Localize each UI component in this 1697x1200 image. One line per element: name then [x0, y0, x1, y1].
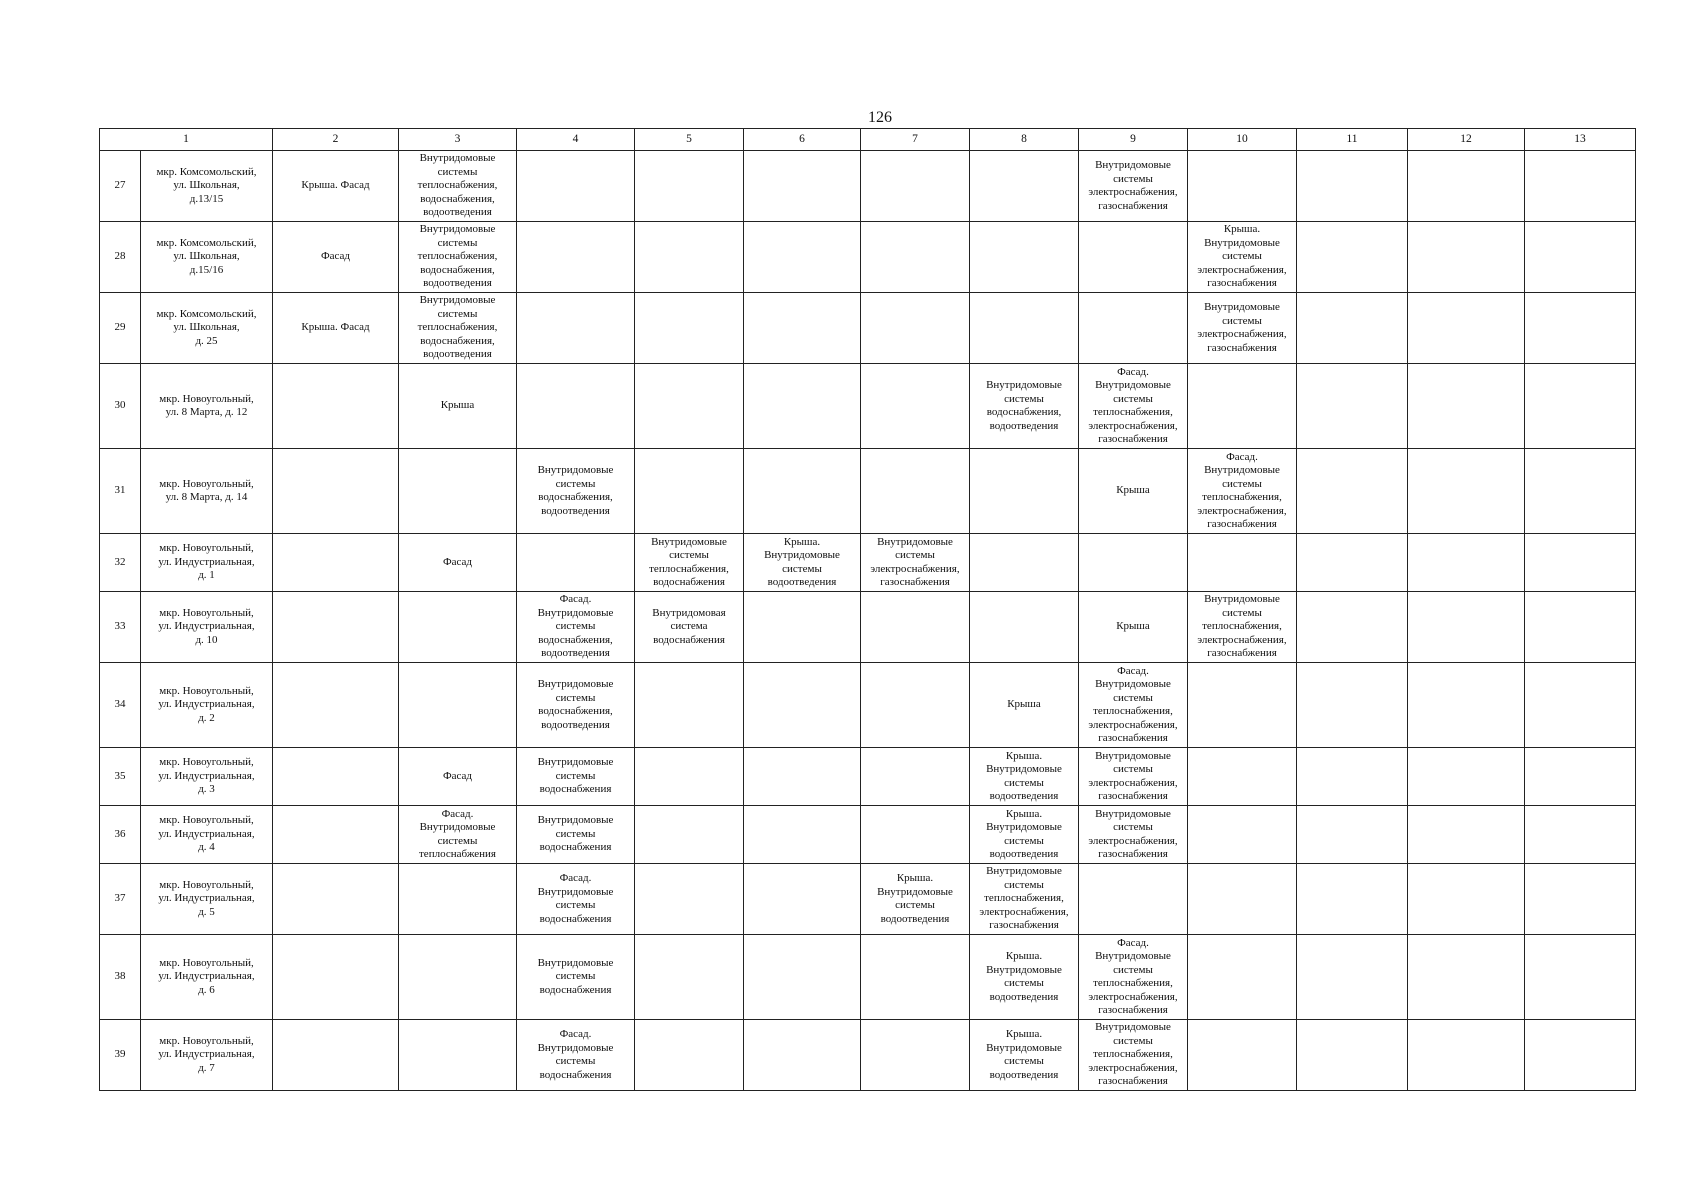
address-cell: мкр. Новоугольный, ул. Индустриальная, д. 7	[141, 1020, 273, 1091]
col4-cell: Внутридомовые системы водоснабжения	[517, 748, 635, 806]
col7-cell	[861, 1020, 970, 1091]
col6-cell	[744, 364, 861, 449]
col4-cell: Фасад. Внутридомовые системы водоснабжения	[517, 864, 635, 935]
col8-cell: Крыша. Внутридомовые системы водоотведения	[970, 806, 1079, 864]
col5-cell	[635, 449, 744, 534]
col6-cell	[744, 864, 861, 935]
col11-cell	[1297, 748, 1408, 806]
col6-cell	[744, 935, 861, 1020]
header-cell: 13	[1525, 129, 1636, 151]
col4-cell	[517, 151, 635, 222]
address-cell: мкр. Комсомольский, ул. Школьная, д. 25	[141, 293, 273, 364]
col5-cell	[635, 864, 744, 935]
col3-cell: Фасад	[399, 748, 517, 806]
col12-cell	[1408, 806, 1525, 864]
col13-cell	[1525, 806, 1636, 864]
row-number-cell: 34	[100, 663, 141, 748]
col2-cell: Крыша. Фасад	[273, 293, 399, 364]
col12-cell	[1408, 151, 1525, 222]
table-row	[100, 222, 1636, 293]
col6-cell	[744, 151, 861, 222]
col4-cell	[517, 293, 635, 364]
col9-cell: Крыша	[1079, 449, 1188, 534]
col13-cell	[1525, 222, 1636, 293]
col12-cell	[1408, 449, 1525, 534]
header-cell: 2	[273, 129, 399, 151]
col2-cell	[273, 663, 399, 748]
header-cell: 5	[635, 129, 744, 151]
col7-cell	[861, 592, 970, 663]
col11-cell	[1297, 293, 1408, 364]
col8-cell: Крыша. Внутридомовые системы водоотведения	[970, 1020, 1079, 1091]
col9-cell	[1079, 293, 1188, 364]
header-cell: 1	[100, 129, 273, 151]
col10-cell	[1188, 663, 1297, 748]
row-number-cell: 29	[100, 293, 141, 364]
col8-cell	[970, 151, 1079, 222]
col6-cell	[744, 806, 861, 864]
col11-cell	[1297, 864, 1408, 935]
col9-cell	[1079, 864, 1188, 935]
col9-cell: Крыша	[1079, 592, 1188, 663]
col12-cell	[1408, 592, 1525, 663]
col11-cell	[1297, 806, 1408, 864]
col4-cell: Внутридомовые системы водоснабжения	[517, 935, 635, 1020]
col3-cell: Крыша	[399, 364, 517, 449]
col3-cell	[399, 864, 517, 935]
col5-cell	[635, 748, 744, 806]
col7-cell	[861, 806, 970, 864]
col3-cell: Внутридомовые системы теплоснабжения, водоснабжения, водоотведения	[399, 151, 517, 222]
col6-cell	[744, 293, 861, 364]
table-row	[100, 364, 1636, 449]
col9-cell: Внутридомовые системы теплоснабжения, электроснабжения, газоснабжения	[1079, 1020, 1188, 1091]
table-row	[100, 151, 1636, 222]
col2-cell	[273, 534, 399, 592]
col8-cell: Внутридомовые системы водоснабжения, водоотведения	[970, 364, 1079, 449]
col3-cell	[399, 1020, 517, 1091]
col13-cell	[1525, 449, 1636, 534]
col8-cell	[970, 449, 1079, 534]
col7-cell	[861, 222, 970, 293]
col9-cell: Внутридомовые системы электроснабжения, газоснабжения	[1079, 151, 1188, 222]
address-cell: мкр. Комсомольский, ул. Школьная, д.13/15	[141, 151, 273, 222]
col5-cell	[635, 935, 744, 1020]
header-cell: 7	[861, 129, 970, 151]
col10-cell: Внутридомовые системы теплоснабжения, электроснабжения, газоснабжения	[1188, 592, 1297, 663]
col9-cell: Фасад. Внутридомовые системы теплоснабжения, электроснабжения, газоснабжения	[1079, 364, 1188, 449]
row-number-cell: 37	[100, 864, 141, 935]
col11-cell	[1297, 222, 1408, 293]
col10-cell	[1188, 364, 1297, 449]
col13-cell	[1525, 663, 1636, 748]
col8-cell: Крыша. Внутридомовые системы водоотведения	[970, 935, 1079, 1020]
col2-cell	[273, 1020, 399, 1091]
col11-cell	[1297, 935, 1408, 1020]
col7-cell	[861, 364, 970, 449]
header-cell: 3	[399, 129, 517, 151]
col8-cell	[970, 222, 1079, 293]
col13-cell	[1525, 864, 1636, 935]
col13-cell	[1525, 935, 1636, 1020]
header-cell: 6	[744, 129, 861, 151]
col2-cell	[273, 364, 399, 449]
header-cell: 4	[517, 129, 635, 151]
col10-cell	[1188, 806, 1297, 864]
col12-cell	[1408, 364, 1525, 449]
col12-cell	[1408, 663, 1525, 748]
table-body	[100, 129, 1636, 1091]
col2-cell	[273, 748, 399, 806]
col7-cell	[861, 293, 970, 364]
col3-cell: Внутридомовые системы теплоснабжения, водоснабжения, водоотведения	[399, 293, 517, 364]
col3-cell	[399, 449, 517, 534]
col10-cell	[1188, 864, 1297, 935]
col9-cell: Фасад. Внутридомовые системы теплоснабжения, электроснабжения, газоснабжения	[1079, 935, 1188, 1020]
table-row	[100, 449, 1636, 534]
col7-cell: Внутридомовые системы электроснабжения, газоснабжения	[861, 534, 970, 592]
col5-cell	[635, 222, 744, 293]
col12-cell	[1408, 293, 1525, 364]
row-number-cell: 39	[100, 1020, 141, 1091]
row-number-cell: 35	[100, 748, 141, 806]
col8-cell	[970, 534, 1079, 592]
col4-cell: Внутридомовые системы водоснабжения, водоотведения	[517, 449, 635, 534]
table-row	[100, 935, 1636, 1020]
schedule-table	[99, 128, 1636, 1091]
col13-cell	[1525, 592, 1636, 663]
col2-cell	[273, 806, 399, 864]
page-number: 126	[868, 109, 892, 126]
col6-cell	[744, 592, 861, 663]
col3-cell: Фасад. Внутридомовые системы теплоснабжения	[399, 806, 517, 864]
address-cell: мкр. Новоугольный, ул. Индустриальная, д. 5	[141, 864, 273, 935]
col4-cell: Внутридомовые системы водоснабжения	[517, 806, 635, 864]
col8-cell	[970, 592, 1079, 663]
address-cell: мкр. Новоугольный, ул. Индустриальная, д. 6	[141, 935, 273, 1020]
header-cell: 11	[1297, 129, 1408, 151]
header-cell: 10	[1188, 129, 1297, 151]
col12-cell	[1408, 748, 1525, 806]
address-cell: мкр. Новоугольный, ул. Индустриальная, д. 1	[141, 534, 273, 592]
table-row	[100, 663, 1636, 748]
col11-cell	[1297, 1020, 1408, 1091]
col10-cell: Внутридомовые системы электроснабжения, газоснабжения	[1188, 293, 1297, 364]
col2-cell: Фасад	[273, 222, 399, 293]
col13-cell	[1525, 534, 1636, 592]
col6-cell	[744, 1020, 861, 1091]
header-row	[100, 129, 1636, 151]
col12-cell	[1408, 1020, 1525, 1091]
col2-cell	[273, 864, 399, 935]
col13-cell	[1525, 293, 1636, 364]
col2-cell	[273, 935, 399, 1020]
col12-cell	[1408, 222, 1525, 293]
row-number-cell: 28	[100, 222, 141, 293]
col3-cell	[399, 592, 517, 663]
header-cell: 9	[1079, 129, 1188, 151]
col10-cell: Крыша. Внутридомовые системы электроснабжения, газоснабжения	[1188, 222, 1297, 293]
col5-cell: Внутридомовые системы теплоснабжения, водоснабжения	[635, 534, 744, 592]
col13-cell	[1525, 1020, 1636, 1091]
col8-cell: Крыша. Внутридомовые системы водоотведения	[970, 748, 1079, 806]
address-cell: мкр. Новоугольный, ул. Индустриальная, д. 2	[141, 663, 273, 748]
col11-cell	[1297, 364, 1408, 449]
col11-cell	[1297, 534, 1408, 592]
address-cell: мкр. Новоугольный, ул. Индустриальная, д. 10	[141, 592, 273, 663]
address-cell: мкр. Новоугольный, ул. 8 Марта, д. 12	[141, 364, 273, 449]
col9-cell	[1079, 534, 1188, 592]
table-row	[100, 748, 1636, 806]
col9-cell: Внутридомовые системы электроснабжения, газоснабжения	[1079, 748, 1188, 806]
row-number-cell: 27	[100, 151, 141, 222]
col6-cell: Крыша. Внутридомовые системы водоотведения	[744, 534, 861, 592]
col13-cell	[1525, 748, 1636, 806]
col11-cell	[1297, 663, 1408, 748]
col2-cell: Крыша. Фасад	[273, 151, 399, 222]
table-row	[100, 864, 1636, 935]
col13-cell	[1525, 364, 1636, 449]
col2-cell	[273, 449, 399, 534]
col10-cell: Фасад. Внутридомовые системы теплоснабжения, электроснабжения, газоснабжения	[1188, 449, 1297, 534]
col13-cell	[1525, 151, 1636, 222]
col5-cell	[635, 1020, 744, 1091]
col3-cell	[399, 663, 517, 748]
col6-cell	[744, 222, 861, 293]
col2-cell	[273, 592, 399, 663]
table-row	[100, 592, 1636, 663]
col7-cell	[861, 748, 970, 806]
col10-cell	[1188, 748, 1297, 806]
col4-cell: Фасад. Внутридомовые системы водоснабжения	[517, 1020, 635, 1091]
col7-cell	[861, 449, 970, 534]
col4-cell: Внутридомовые системы водоснабжения, водоотведения	[517, 663, 635, 748]
col10-cell	[1188, 534, 1297, 592]
col6-cell	[744, 663, 861, 748]
col9-cell: Фасад. Внутридомовые системы теплоснабжения, электроснабжения, газоснабжения	[1079, 663, 1188, 748]
col10-cell	[1188, 1020, 1297, 1091]
col8-cell: Крыша	[970, 663, 1079, 748]
table-row	[100, 1020, 1636, 1091]
header-cell: 12	[1408, 129, 1525, 151]
col3-cell	[399, 935, 517, 1020]
col6-cell	[744, 748, 861, 806]
address-cell: мкр. Комсомольский, ул. Школьная, д.15/16	[141, 222, 273, 293]
table-row	[100, 293, 1636, 364]
table-row	[100, 806, 1636, 864]
col3-cell: Внутридомовые системы теплоснабжения, водоснабжения, водоотведения	[399, 222, 517, 293]
col11-cell	[1297, 151, 1408, 222]
col5-cell	[635, 663, 744, 748]
col6-cell	[744, 449, 861, 534]
row-number-cell: 38	[100, 935, 141, 1020]
col5-cell	[635, 806, 744, 864]
col8-cell: Внутридомовые системы теплоснабжения, электроснабжения, газоснабжения	[970, 864, 1079, 935]
col5-cell: Внутридомовая система водоснабжения	[635, 592, 744, 663]
col8-cell	[970, 293, 1079, 364]
col9-cell	[1079, 222, 1188, 293]
col12-cell	[1408, 534, 1525, 592]
address-cell: мкр. Новоугольный, ул. 8 Марта, д. 14	[141, 449, 273, 534]
col10-cell	[1188, 935, 1297, 1020]
table-row	[100, 534, 1636, 592]
col11-cell	[1297, 592, 1408, 663]
col7-cell	[861, 935, 970, 1020]
address-cell: мкр. Новоугольный, ул. Индустриальная, д. 3	[141, 748, 273, 806]
col3-cell: Фасад	[399, 534, 517, 592]
col7-cell	[861, 151, 970, 222]
address-cell: мкр. Новоугольный, ул. Индустриальная, д. 4	[141, 806, 273, 864]
col7-cell	[861, 663, 970, 748]
col4-cell	[517, 534, 635, 592]
col12-cell	[1408, 935, 1525, 1020]
row-number-cell: 32	[100, 534, 141, 592]
row-number-cell: 36	[100, 806, 141, 864]
col9-cell: Внутридомовые системы электроснабжения, газоснабжения	[1079, 806, 1188, 864]
row-number-cell: 30	[100, 364, 141, 449]
row-number-cell: 31	[100, 449, 141, 534]
col11-cell	[1297, 449, 1408, 534]
header-cell: 8	[970, 129, 1079, 151]
col5-cell	[635, 364, 744, 449]
col4-cell	[517, 364, 635, 449]
col12-cell	[1408, 864, 1525, 935]
col4-cell: Фасад. Внутридомовые системы водоснабжения, водоотведения	[517, 592, 635, 663]
col5-cell	[635, 151, 744, 222]
col10-cell	[1188, 151, 1297, 222]
col7-cell: Крыша. Внутридомовые системы водоотведения	[861, 864, 970, 935]
row-number-cell: 33	[100, 592, 141, 663]
col4-cell	[517, 222, 635, 293]
col5-cell	[635, 293, 744, 364]
